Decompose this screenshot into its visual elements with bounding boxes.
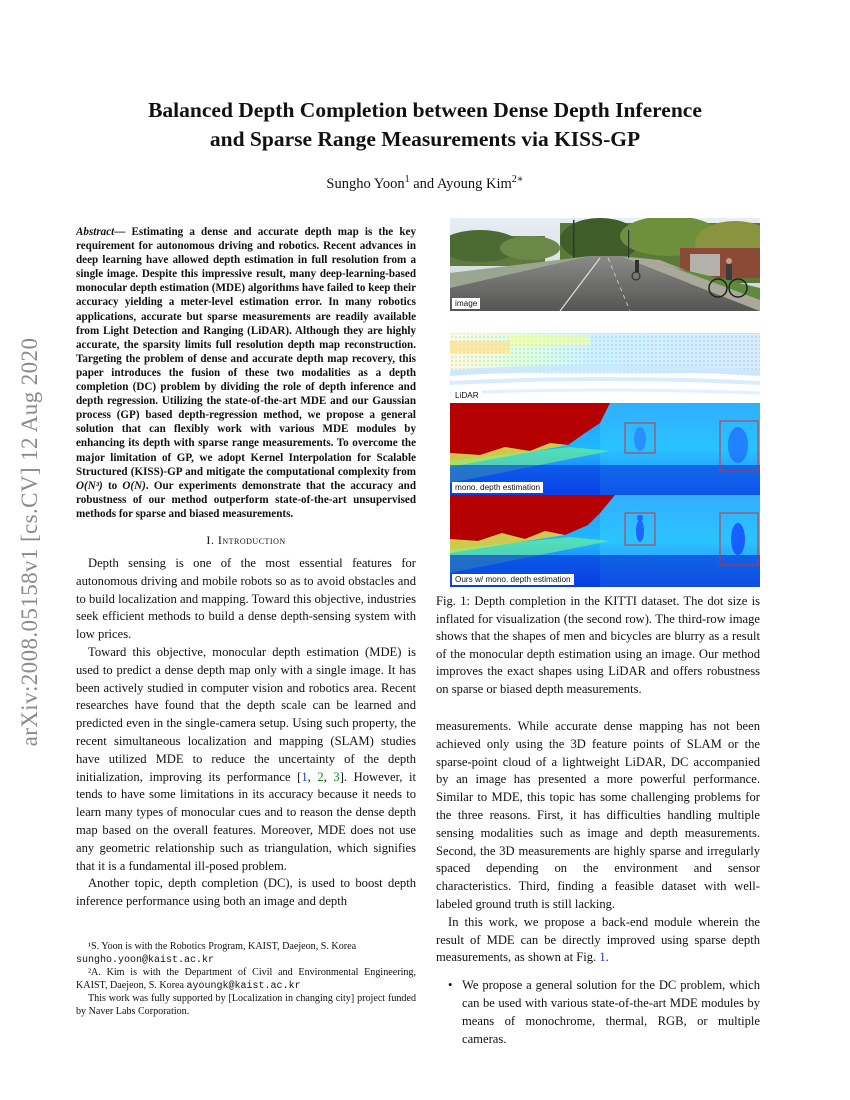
panel-label-lidar: LiDAR — [452, 390, 482, 401]
intro-paragraph-1: Depth sensing is one of the most essential features for autonomous driving and mobile robots so as to avoid obstacles and to build localization and mapping. Toward this objective, industries seek efficient methods to build a dense depth-sensing system with low prices. — [76, 555, 416, 642]
right-column — [436, 218, 760, 1048]
right-p2-a: In this work, we propose a back-end module wherein the result of MDE can be directly improved using sparse depth measurements, as shown at Fig. — [436, 914, 760, 965]
author-2: Ayoung Kim — [436, 175, 512, 192]
intro-p2-b: ]. However, it tends to have some limitations in its accuracy because it needs to learn many types of monocular cues and to reason the dense depth map based on the overall features. Moreover, MDE does not use any geometric relationship such as triangulation, which signifies that it is a fundamental ill-posed problem. — [76, 769, 416, 873]
street-image — [450, 218, 760, 311]
abstract-math-2: O(N) — [122, 479, 146, 492]
abstract-dash: — — [114, 226, 132, 238]
author-1-affil: 1 — [404, 174, 410, 185]
section-number: I. — [206, 532, 218, 547]
list-item — [436, 977, 760, 1048]
section-heading — [76, 533, 416, 548]
footnote-1-text: ¹S. Yoon is with the Robotics Program, KAIST, Daejeon, S. Korea — [88, 941, 357, 952]
bullet-icon: • — [448, 978, 453, 993]
lidar-panel — [450, 311, 760, 403]
footnote-2 — [76, 967, 416, 993]
cite-sep-2: , — [323, 769, 334, 784]
right-paragraph-1: measurements. While accurate dense mapping has not been achieved only using the 3D feature points of SLAM or the sparse-point cloud of a lightweight LiDAR, DC accompanied by an image has presented a more powerful performance. Similar to MDE, this topic has some challenging problems for the three reasons. First, it has difficulties handling multiple sensing modalities such as image and depth measurements. Second, the 3D measurements are highly sparse and irregularly spaced depending on the environment and sensor characteristics. Third, finding a feasible dataset with well-labeled ground truth is still lacking. — [436, 719, 760, 911]
bullet-1-text: We propose a general solution for the DC problem, which can be used with various state-of-the-art MDE modules by means of monochrome, thermal, RGB, or multiple cameras. — [462, 978, 760, 1046]
footnote-2-email[interactable]: ayoungk@kaist.ac.kr — [186, 980, 301, 992]
cite-sep-1: , — [307, 769, 318, 784]
abstract-text-end: . Our experiments demonstrate that the accuracy and robustness of our method outperform state-of-the-art unsupervised methods for sparse and biased measurements. — [76, 479, 416, 520]
intro-paragraph-3: Another topic, depth completion (DC), is used to boost depth inference performance using both an image and depth — [76, 876, 416, 909]
author-2-affil: 2∗ — [511, 174, 524, 185]
right-paragraph-2 — [436, 914, 760, 967]
abstract-label: Abstract — [76, 226, 115, 238]
authors-and: and — [409, 175, 437, 192]
citation-link-3[interactable]: 3 — [333, 769, 340, 784]
ours-panel — [450, 495, 760, 587]
figure-1 — [436, 218, 760, 587]
abstract-to: to — [102, 479, 123, 492]
footnote-3: This work was fully supported by [Localization in changing city] project funded by Naver Labs Corporation. — [76, 993, 416, 1017]
intro-paragraph-2 — [76, 644, 416, 875]
arxiv-stamp: arXiv:2008.05158v1 [cs.CV] 12 Aug 2020 — [17, 337, 42, 747]
figure-caption: Fig. 1: Depth completion in the KITTI dataset. The dot size is inflated for visualization (the second row). The third-row image shows that the shapes of men and bicycles are blurry as a result of the monocular depth estimation using an image. Our method improves the exact shapes using LiDAR and offers robustness on sparse or biased depth measurements. — [436, 594, 760, 696]
image-panel — [450, 218, 760, 311]
panel-label-image: image — [452, 298, 480, 309]
panel-label-mono: mono. depth estimation — [452, 482, 543, 493]
paper-title — [80, 96, 770, 154]
mono-depth-panel — [450, 403, 760, 495]
lidar-image — [450, 311, 760, 403]
citation-link-2[interactable]: 2 — [317, 769, 324, 784]
footnotes — [76, 941, 416, 1019]
citation-link-1[interactable]: 1 — [301, 769, 308, 784]
authors — [80, 174, 770, 193]
footnote-2-text: ²A. Kim is with the Department of Civil and Environmental Engineering, KAIST, Daejeon, S. Korea — [76, 967, 416, 991]
abstract — [76, 225, 416, 521]
panel-label-ours: Ours w/ mono. depth estimation — [452, 574, 574, 585]
footnote-1-email[interactable]: sungho.yoon@kaist.ac.kr — [76, 954, 215, 966]
title-line-1: Balanced Depth Completion between Dense Depth Inference — [148, 98, 702, 122]
footnote-1 — [76, 941, 416, 967]
figure-reference-link[interactable]: 1 — [599, 950, 606, 965]
section-title: Introduction — [217, 532, 286, 547]
right-p2-b: . — [605, 950, 609, 965]
contribution-list — [436, 977, 760, 1048]
left-column — [76, 225, 416, 911]
author-1: Sungho Yoon — [326, 175, 405, 192]
intro-p2-a: Toward this objective, monocular depth estimation (MDE) is used to predict a dense depth map only with a single image. It has been actively studied in computer vision and robotics area. Recent researches have found that the depth scale can be learned and predicted even in the single-camera setup. Using such property, the recent simultaneous localization and mapping (SLAM) studies have utilized MDE to reduce the uncertainty of the depth initialization, improving its performance [ — [76, 644, 416, 784]
title-line-2: and Sparse Range Measurements via KISS-GP — [209, 127, 641, 151]
abstract-text: Estimating a dense and accurate depth map is the key requirement for autonomous driving and robotics. Recent advances in deep learning have allowed depth estimation in full resolution from a single image. Despite this impressive result, many deep-learning-based monocular depth estimation (MDE) algorithms have failed to keep their accuracy yielding a meter-level estimation error. In many robotics applications, accurate but sparse measurements are readily available from Light Detection and Ranging (LiDAR). Although they are highly accurate, the sparsity limits full resolution depth map reconstruction. Targeting the problem of dense and accurate depth map recovery, this paper introduces the fusion of these two modalities as a depth completion (DC) problem by dividing the role of depth inference and depth regression. Utilizing the state-of-the-art MDE and our Gaussian process (GP) based depth-regression method, we propose a general solution that can flexibly work with various MDE modules by enhancing its depth with sparse range measurements. To overcome the major limitation of GP, we adopt Kernel Interpolation for Scalable Structured (KISS)-GP and mitigate the computational complexity from — [76, 226, 416, 478]
abstract-math-1: O(N³) — [76, 479, 103, 492]
